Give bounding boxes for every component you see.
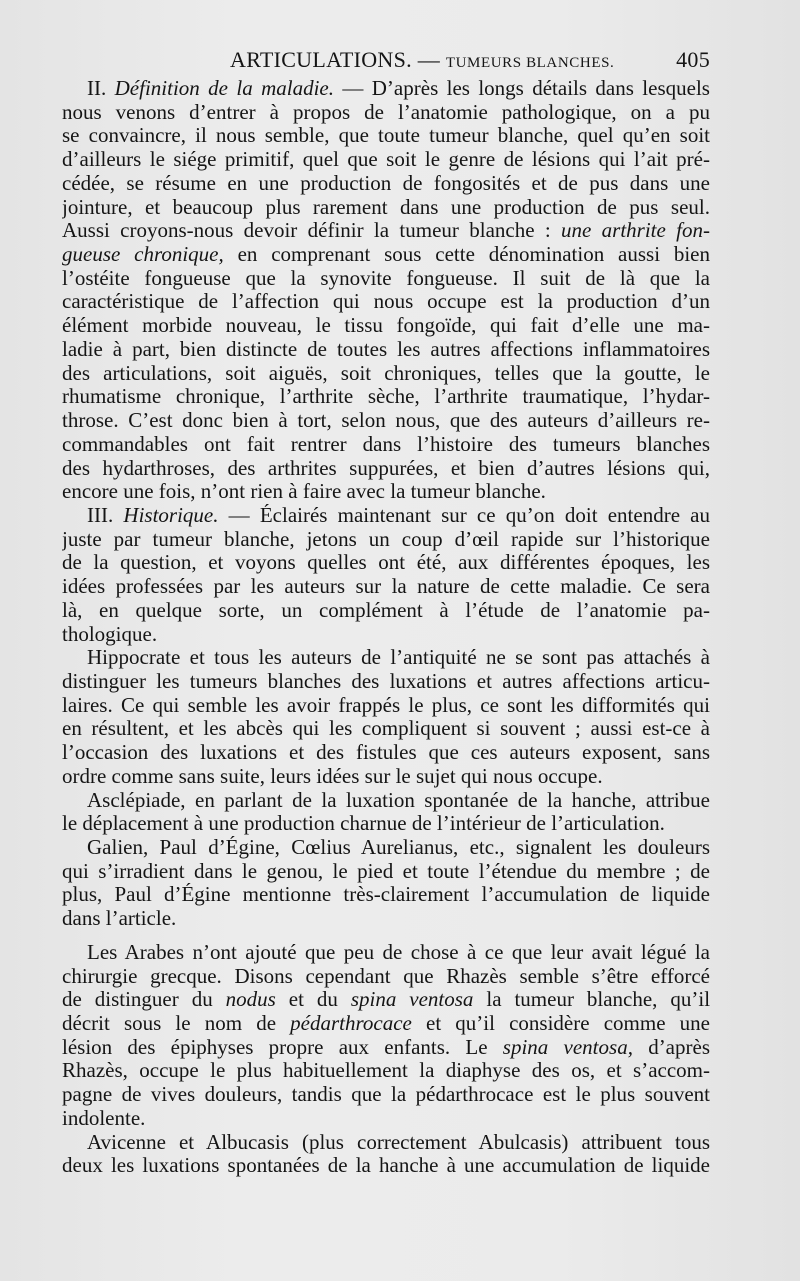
text-run: de distinguer du: [62, 988, 226, 1012]
text-run: décrit sous le nom de: [62, 1012, 291, 1036]
running-head-title: ARTICULATIONS. — TUMEURS BLANCHES.: [230, 47, 615, 72]
text-line: [62, 1131, 710, 1155]
text-run: Hippocrate et tous les auteurs de l’antiquité ne se sont pas attachés à: [87, 646, 710, 670]
text-run: — Éclairés maintenant sur ce qu’on doit entendre au: [218, 503, 710, 527]
text-line: [62, 694, 710, 718]
text-line: [62, 504, 710, 528]
italic-text: spina ventosa,: [502, 1035, 633, 1059]
text-run: lésion des épiphyses propre aux enfants. Le: [62, 1035, 503, 1059]
text-line: [62, 860, 710, 884]
text-line: [62, 290, 710, 314]
text-line: [62, 433, 710, 457]
text-run: se convaincre, il nous semble, que toute tumeur blanche, quel qu’en soit: [62, 124, 710, 148]
text-line: [62, 338, 710, 362]
text-line: [62, 457, 710, 481]
text-run: pagne de vives douleurs, tandis que la pédarthrocace est le plus souvent: [62, 1083, 710, 1107]
text-line: [62, 741, 710, 765]
text-line: [62, 1107, 710, 1131]
text-run: Aussi croyons-nous devoir définir la tumeur blanche :: [62, 219, 562, 243]
text-run: encore une fois, n’ont rien à faire avec la tumeur blanche.: [62, 480, 546, 504]
text-line: [62, 965, 710, 989]
italic-text: spina ventosa: [350, 988, 474, 1012]
text-line: [62, 1083, 710, 1107]
text-line: [62, 883, 710, 907]
text-line: [62, 765, 710, 789]
text-run: idées professées par les auteurs sur la nature de cette maladie. Ce sera: [62, 575, 710, 599]
text-line: [62, 812, 710, 836]
text-line: [62, 646, 710, 670]
text-line: [62, 575, 710, 599]
text-line: [62, 599, 710, 623]
text-run: II.: [87, 77, 115, 100]
text-line: [62, 836, 710, 860]
text-run: Avicenne et Albucasis (plus correctement Abulcasis) attribuent tous: [87, 1130, 710, 1154]
text-line: [62, 988, 710, 1012]
text-line: [62, 101, 710, 125]
text-run: et qu’il considère comme une: [411, 1012, 710, 1036]
text-run: distinguer les tumeurs blanches des luxations et autres affections articu-: [62, 669, 710, 693]
text-line: [62, 148, 710, 172]
text-line: [62, 314, 710, 338]
italic-text: pédarthrocace: [290, 1012, 412, 1036]
text-run: chirurgie grecque. Disons cependant que Rhazès semble s’être efforcé: [62, 964, 710, 988]
text-run: d’après: [632, 1035, 710, 1059]
text-line: [62, 1012, 710, 1036]
italic-text: Historique.: [123, 503, 219, 527]
text-line: [62, 623, 710, 647]
text-line: [62, 907, 710, 931]
text-line: [62, 551, 710, 575]
text-line: [62, 409, 710, 433]
text-run: Rhazès, occupe le plus habituellement la diaphyse des os, et s’accom-: [62, 1059, 710, 1083]
text-run: l’occasion des luxations et des fistules que ces auteurs exposent, sans: [62, 741, 710, 765]
text-line: [62, 670, 710, 694]
text-line: [62, 717, 710, 741]
page-number: 405: [676, 47, 710, 72]
italic-text: gueuse chronique,: [62, 243, 224, 267]
text-run: dans l’article.: [62, 907, 177, 931]
text-run: thologique.: [62, 622, 158, 646]
text-run: l’ostéite fongueuse que la synovite fongueuse. Il suit de là que la: [62, 266, 710, 290]
text-line: [62, 385, 710, 409]
text-run: nous venons d’entrer à propos de l’anatomie pathologique, on a pu: [62, 100, 710, 124]
text-line: [62, 243, 710, 267]
text-line: [62, 789, 710, 813]
paragraph-gap: [62, 931, 710, 941]
text-line: [62, 77, 710, 101]
text-run: là, en quelque sorte, un complément à l’étude de l’anatomie pa-: [62, 598, 710, 622]
text-run: Les Arabes n’ont ajouté que peu de chose à ce que leur avait légué la: [87, 940, 710, 964]
text-run: deux les luxations spontanées de la hanche à une accumulation de liquide: [62, 1154, 710, 1178]
italic-text: nodus: [225, 988, 276, 1012]
text-run: ladie à part, bien distincte de toutes les autres affections inflammatoires: [62, 337, 710, 361]
text-run: Galien, Paul d’Égine, Cœlius Aurelianus, etc., signalent les douleurs: [87, 836, 710, 859]
text-run: des articulations, soit aiguës, soit chroniques, telles que la goutte, le: [62, 361, 710, 385]
text-run: en comprenant sous cette dénomination aussi bien: [223, 243, 710, 267]
running-head: [62, 47, 710, 73]
text-line: [62, 196, 710, 220]
text-run: en résultent, et les abcès qui les compliquent si souvent ; aussi est-ce à: [62, 717, 710, 741]
text-run: d’ailleurs le siége primitif, quel que soit le genre de lésions qui l’ait pré-: [62, 148, 710, 172]
text-run: jointure, et beaucoup plus rarement dans une production de pus seul.: [62, 195, 710, 219]
text-line: [62, 362, 710, 386]
text-line: [62, 480, 710, 504]
body-text: [62, 77, 710, 1178]
text-line: [62, 267, 710, 291]
text-run: — D’après les longs détails dans lesquels: [334, 77, 710, 100]
text-run: Asclépiade, en parlant de la luxation spontanée de la hanche, attribue: [87, 788, 710, 812]
text-line: [62, 1036, 710, 1060]
text-run: et du: [275, 988, 351, 1012]
text-run: III.: [87, 503, 124, 527]
italic-text: une arthrite fon-: [561, 219, 710, 243]
running-head-subtitle: TUMEURS BLANCHES.: [445, 55, 615, 71]
text-line: [62, 219, 710, 243]
text-run: commandables ont fait rentrer dans l’histoire des tumeurs blanches: [62, 432, 710, 456]
text-run: ordre comme sans suite, leurs idées sur le sujet qui nous occupe.: [62, 764, 603, 788]
text-run: caractéristique de l’affection qui nous occupe est la production d’un: [62, 290, 710, 314]
text-run: throse. C’est donc bien à tort, selon nous, que des auteurs d’ailleurs re-: [62, 409, 710, 433]
text-run: la tumeur blanche, qu’il: [473, 988, 710, 1012]
text-line: [62, 941, 710, 965]
text-line: [62, 1154, 710, 1178]
text-line: [62, 528, 710, 552]
text-run: indolente.: [62, 1106, 146, 1130]
text-line: [62, 172, 710, 196]
text-run: élément morbide nouveau, le tissu fongoïde, qui fait d’elle une ma-: [62, 314, 710, 338]
text-line: [62, 124, 710, 148]
text-run: laires. Ce qui semble les avoir frappés le plus, ce sont les difformités qui: [62, 693, 710, 717]
text-run: de la question, et voyons quelles ont été, aux différentes époques, les: [62, 551, 710, 575]
text-run: des hydarthroses, des arthrites suppurées, et bien d’autres lésions qui,: [62, 456, 710, 480]
text-run: le déplacement à une production charnue de l’intérieur de l’articulation.: [62, 812, 665, 836]
text-run: plus, Paul d’Égine mentionne très-clairement l’accumulation de liquide: [62, 883, 710, 907]
text-run: rhumatisme chronique, l’arthrite sèche, l’arthrite traumatique, l’hydar-: [62, 385, 710, 409]
text-run: qui s’irradient dans le genou, le pied et toute l’étendue du membre ; de: [62, 859, 710, 883]
text-line: [62, 1059, 710, 1083]
italic-text: Définition de la maladie.: [114, 77, 334, 100]
text-run: juste par tumeur blanche, jetons un coup d’œil rapide sur l’historique: [62, 527, 710, 551]
text-run: cédée, se résume en une production de fongosités et de pus dans une: [62, 171, 710, 195]
